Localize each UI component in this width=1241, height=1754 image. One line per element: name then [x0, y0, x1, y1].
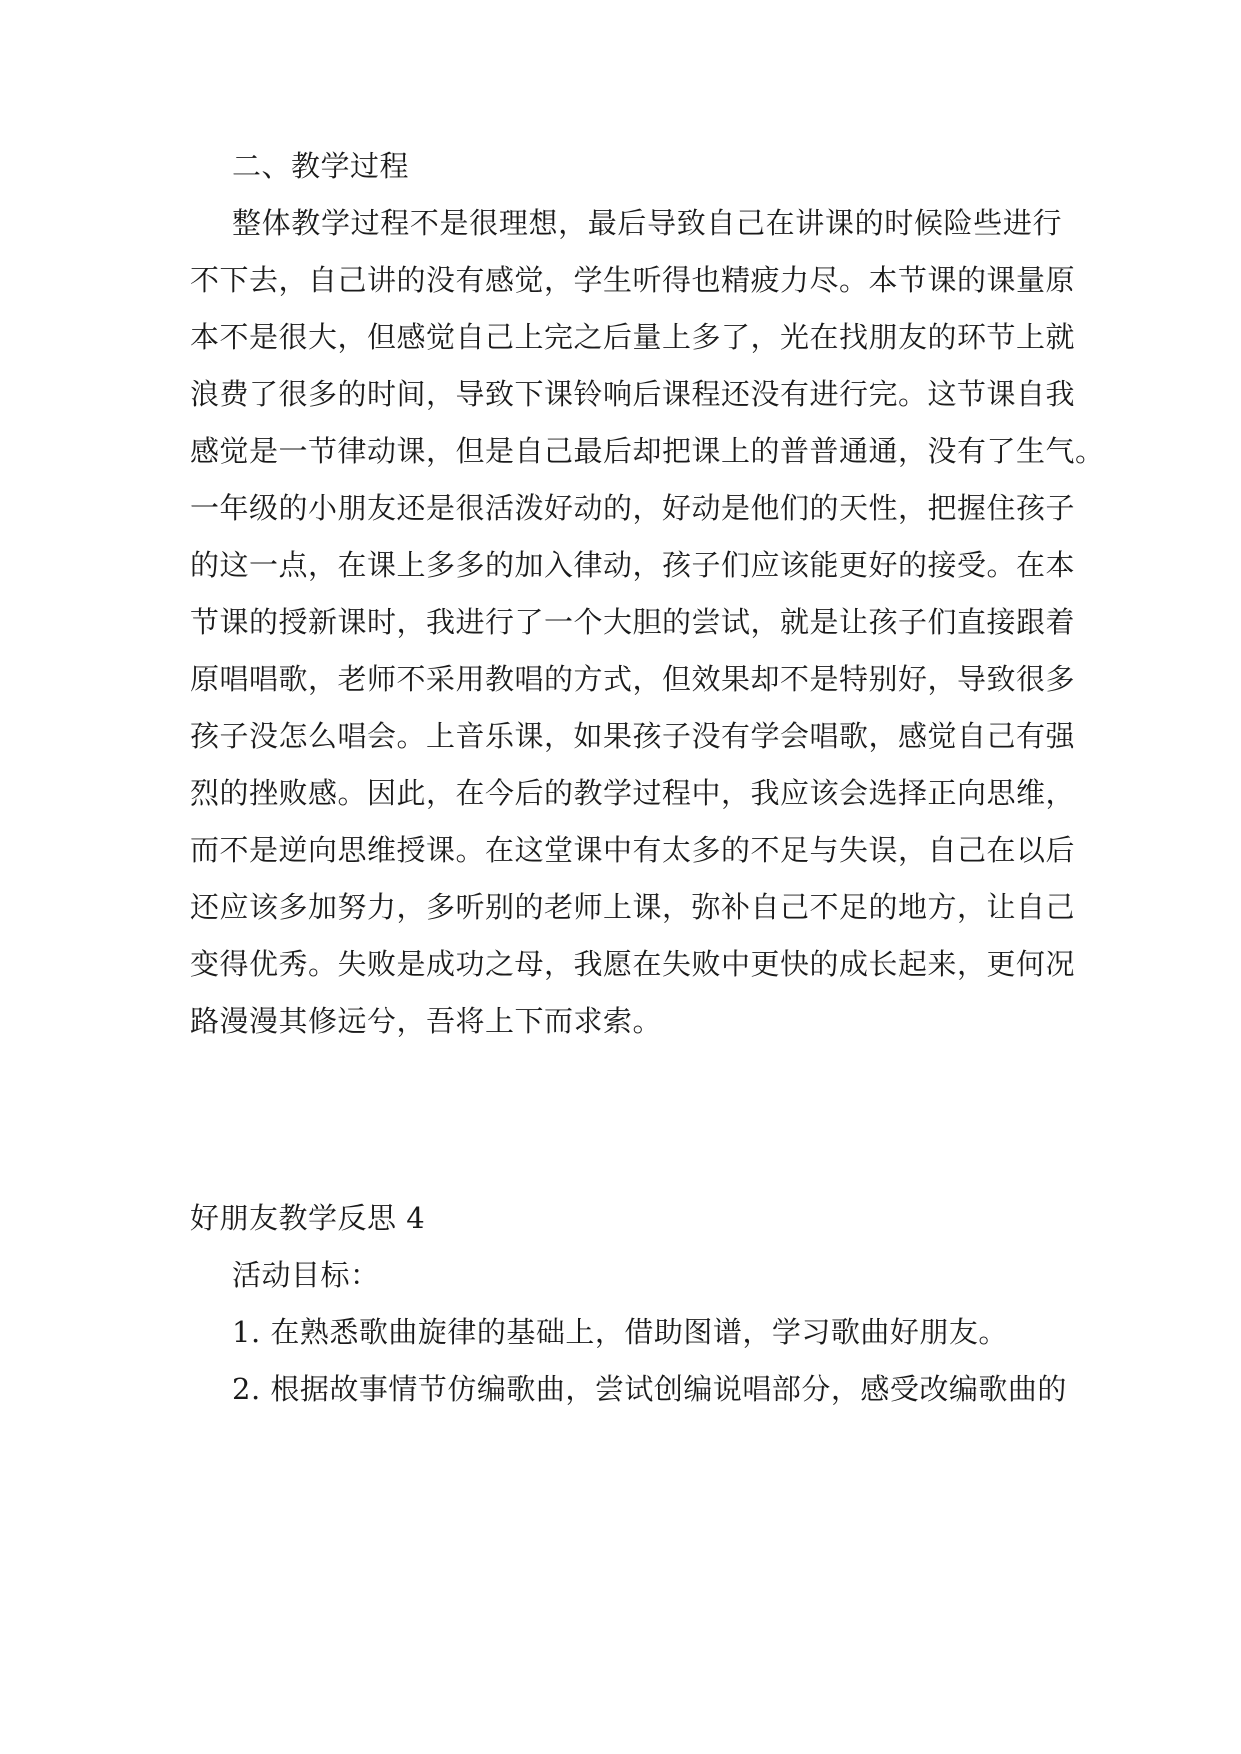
- paragraph-line-last: 路漫漫其修远兮，吾将上下而求索。: [190, 1004, 663, 1038]
- paragraph-line: 一年级的小朋友还是很活泼好动的，好动是他们的天性，把握住孩子: [190, 491, 1076, 525]
- paragraph-line: 烈的挫败感。因此，在今后的教学过程中，我应该会选择正向思维，: [190, 776, 1076, 810]
- goals-heading: 活动目标：: [232, 1258, 380, 1292]
- paragraph-line: 不下去，自己讲的没有感觉，学生听得也精疲力尽。本节课的课量原: [190, 263, 1076, 297]
- goal-item: 2. 根据故事情节仿编歌曲，尝试创编说唱部分，感受改编歌曲的: [232, 1372, 1067, 1406]
- paragraph-line: 浪费了很多的时间，导致下课铃响后课程还没有进行完。这节课自我: [190, 377, 1076, 411]
- paragraph-line: 而不是逆向思维授课。在这堂课中有太多的不足与失误，自己在以后: [190, 833, 1076, 867]
- paragraph-line: 感觉是一节律动课，但是自己最后却把课上的普普通通，没有了生气。: [190, 434, 1105, 468]
- paragraph-line: 还应该多加努力，多听别的老师上课，弥补自己不足的地方，让自己: [190, 890, 1076, 924]
- paragraph-line: 孩子没怎么唱会。上音乐课，如果孩子没有学会唱歌，感觉自己有强: [190, 719, 1076, 753]
- section-heading: 二、教学过程: [232, 149, 410, 183]
- paragraph-line: 原唱唱歌，老师不采用教唱的方式，但效果却不是特别好，导致很多: [190, 662, 1076, 696]
- paragraph-line: 本不是很大，但感觉自己上完之后量上多了，光在找朋友的环节上就: [190, 320, 1076, 354]
- paragraph-line: 的这一点，在课上多多的加入律动，孩子们应该能更好的接受。在本: [190, 548, 1076, 582]
- paragraph-line: 变得优秀。失败是成功之母，我愿在失败中更快的成长起来，更何况: [190, 947, 1076, 981]
- paragraph-line: 节课的授新课时，我进行了一个大胆的尝试，就是让孩子们直接跟着: [190, 605, 1076, 639]
- goal-item: 1. 在熟悉歌曲旋律的基础上，借助图谱，学习歌曲好朋友。: [232, 1315, 1008, 1349]
- paragraph-line: 整体教学过程不是很理想，最后导致自己在讲课的时候险些进行: [232, 206, 1062, 240]
- section-title: 好朋友教学反思 4: [190, 1201, 426, 1235]
